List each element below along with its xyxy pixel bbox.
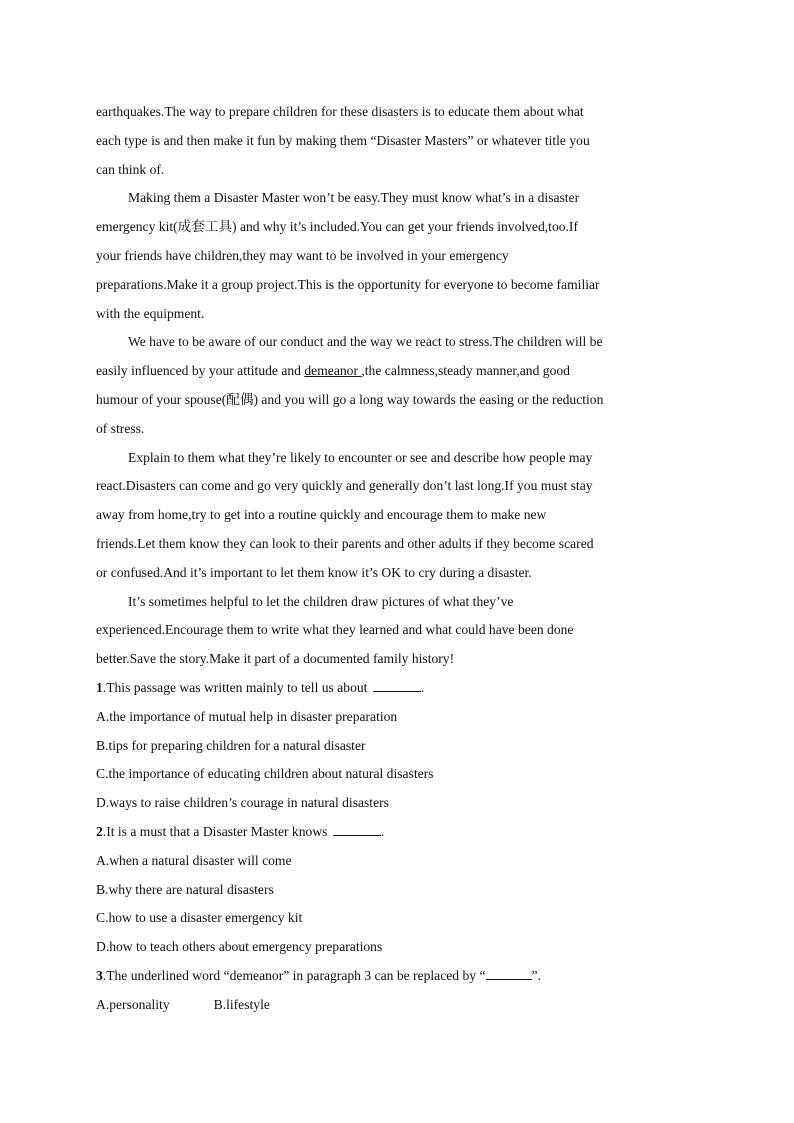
text-segment: ,the calmness,steady manner,and good [361, 363, 570, 379]
question-text: .It is a must that a Disaster Master knows [102, 823, 331, 839]
question-text: .This passage was written mainly to tell us about [102, 679, 371, 695]
text-line: preparations.Make it a group project.This is the opportunity for everyone to become familiar [96, 276, 600, 292]
text-line: earthquakes.The way to prepare children for these disasters is to educate them about what [96, 104, 584, 119]
question-2 [96, 818, 696, 962]
answer-option: D.ways to raise children’s courage in natural disasters [96, 795, 389, 811]
text-segment: easily influenced by your attitude and [96, 363, 305, 379]
paragraph-5 [96, 588, 696, 674]
text-line: react.Disasters can come and go very quickly and generally don’t last long.If you must stay [96, 478, 593, 494]
question-number: 2 [96, 823, 103, 839]
text-line: each type is and then make it fun by making them “Disaster Masters” or whatever title you [96, 132, 590, 148]
answer-option-row [96, 991, 696, 1020]
answer-blank [486, 965, 532, 980]
text-line: your friends have children,they may want to be involved in your emergency [96, 247, 509, 263]
text-line: of stress. [96, 420, 145, 436]
question-text-end: . [380, 823, 385, 839]
question-stem [96, 674, 696, 703]
answer-option: C.how to use a disaster emergency kit [96, 910, 303, 926]
text-line: away from home,try to get into a routine quickly and encourage them to make new [96, 507, 547, 523]
answer-option: A.personality [96, 996, 170, 1012]
text-line: We have to be aware of our conduct and the way we react to stress.The children will be [128, 334, 603, 350]
answer-option: C.the importance of educating children about natural disasters [96, 766, 434, 782]
question-3 [96, 962, 696, 1020]
answer-blank [373, 677, 421, 692]
paragraph-2 [96, 184, 696, 328]
text-line: It’s sometimes helpful to let the children draw pictures of what they’ve [128, 593, 514, 609]
answer-option: B.tips for preparing children for a natural disaster [96, 737, 366, 753]
text-line: can think of. [96, 161, 165, 177]
question-stem [96, 818, 696, 847]
answer-option: D.how to teach others about emergency preparations [96, 939, 383, 955]
answer-option: A.when a natural disaster will come [96, 852, 292, 868]
paragraph-4 [96, 444, 696, 588]
text-line: or confused.And it’s important to let them know it’s OK to cry during a disaster. [96, 564, 532, 580]
question-number: 1 [96, 679, 103, 695]
text-line: humour of your spouse(配偶) and you will go a long way towards the easing or the reduction [96, 391, 604, 407]
answer-option: B.lifestyle [213, 996, 270, 1012]
answer-blank [333, 821, 381, 836]
question-stem [96, 962, 696, 991]
question-text: .The underlined word “demeanor” in paragraph 3 can be replaced by “ [102, 967, 486, 983]
answer-option: A.the importance of mutual help in disaster preparation [96, 708, 398, 724]
text-line: with the equipment. [96, 305, 205, 321]
text-line: better.Save the story.Make it part of a documented family history! [96, 651, 455, 667]
question-text-end: . [420, 679, 425, 695]
text-line: Explain to them what they’re likely to encounter or see and describe how people may [128, 449, 593, 465]
paragraph-3 [96, 328, 696, 443]
paragraph-1 [96, 98, 696, 184]
text-line: emergency kit(成套工具) and why it’s included.You can get your friends involved,too.If [96, 219, 578, 235]
text-line: experienced.Encourage them to write what they learned and what could have been done [96, 622, 574, 638]
question-number: 3 [96, 967, 103, 983]
document-page [96, 98, 696, 1020]
text-line: Making them a Disaster Master won’t be easy.They must know what’s in a disaster [128, 190, 580, 206]
question-text-end: ”. [531, 967, 541, 983]
text-line [96, 357, 696, 386]
text-line: friends.Let them know they can look to their parents and other adults if they become scared [96, 535, 594, 551]
answer-option: B.why there are natural disasters [96, 881, 274, 897]
underlined-word-demeanor: demeanor [304, 363, 362, 379]
question-1 [96, 674, 696, 818]
